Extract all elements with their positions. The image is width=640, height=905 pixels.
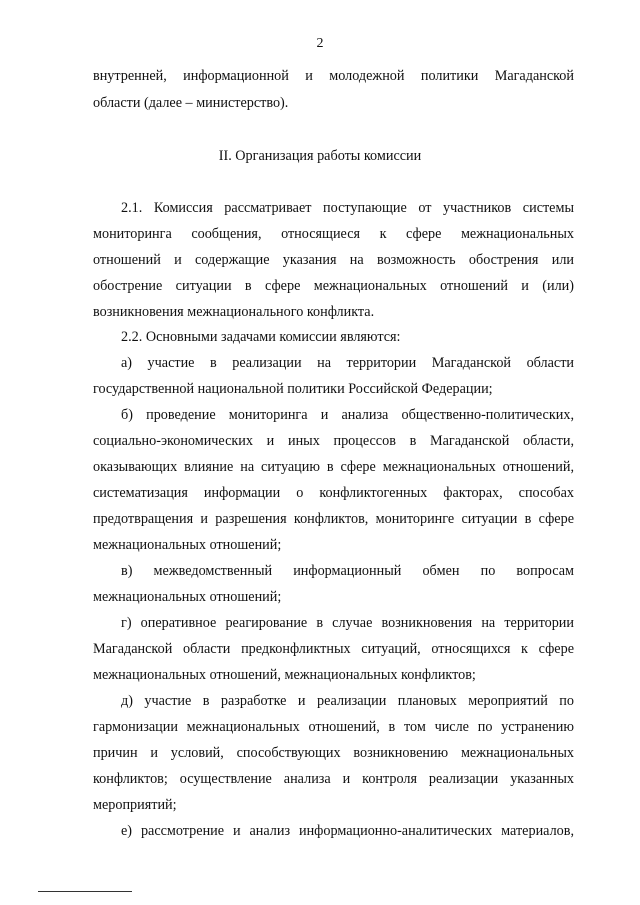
text-line: б) проведение мониторинга и анализа общественно-политических, [121, 407, 574, 423]
text-line: в) межведомственный информационный обмен по вопросам [121, 563, 574, 579]
text-line: 2.2. Основными задачами комиссии являются: [121, 329, 401, 345]
text-line: гармонизации межнациональных отношений, в том числе по устранению [93, 719, 574, 735]
text-line: межнациональных отношений; [93, 589, 282, 605]
text-line: причин и условий, способствующих возникновению межнациональных [93, 745, 574, 761]
page-number: 2 [316, 36, 324, 51]
section-heading: II. Организация работы комиссии [218, 148, 422, 164]
text-line: конфликтов; осуществление анализа и контроля реализации указанных [93, 771, 574, 787]
text-line: систематизация информации о конфликтогенных факторах, способах [93, 485, 574, 501]
text-line: межнациональных отношений, межнациональных конфликтов; [93, 667, 476, 683]
text-line: мероприятий; [93, 797, 177, 813]
text-line: мониторинга сообщения, относящиеся к сфере межнациональных [93, 226, 574, 242]
text-line: г) оперативное реагирование в случае возникновения на территории [121, 615, 574, 631]
text-line: обострение ситуации в сфере межнациональных отношений и (или) [93, 278, 574, 294]
text-line: внутренней, информационной и молодежной политики Магаданской [93, 68, 574, 84]
text-line: 2.1. Комиссия рассматривает поступающие от участников системы [121, 200, 574, 216]
text-line: д) участие в разработке и реализации плановых мероприятий по [121, 693, 574, 709]
text-line: предотвращения и разрешения конфликтов, мониторинге ситуации в сфере [93, 511, 574, 527]
text-line: е) рассмотрение и анализ информационно-аналитических материалов, [121, 823, 574, 839]
text-line: государственной национальной политики Российской Федерации; [93, 381, 493, 397]
text-line: оказывающих влияние на ситуацию в сфере межнациональных отношений, [93, 459, 574, 475]
footer-rule [38, 891, 132, 892]
text-line: области (далее – министерство). [93, 95, 289, 111]
text-line: возникновения межнационального конфликта. [93, 304, 375, 320]
text-line: социально-экономических и иных процессов в Магаданской области, [93, 433, 574, 449]
text-line: межнациональных отношений; [93, 537, 282, 553]
text-line: а) участие в реализации на территории Магаданской области [121, 355, 574, 371]
text-line: Магаданской области предконфликтных ситуаций, относящихся к сфере [93, 641, 574, 657]
text-line: отношений и содержащие указания на возможность обострения или [93, 252, 574, 268]
